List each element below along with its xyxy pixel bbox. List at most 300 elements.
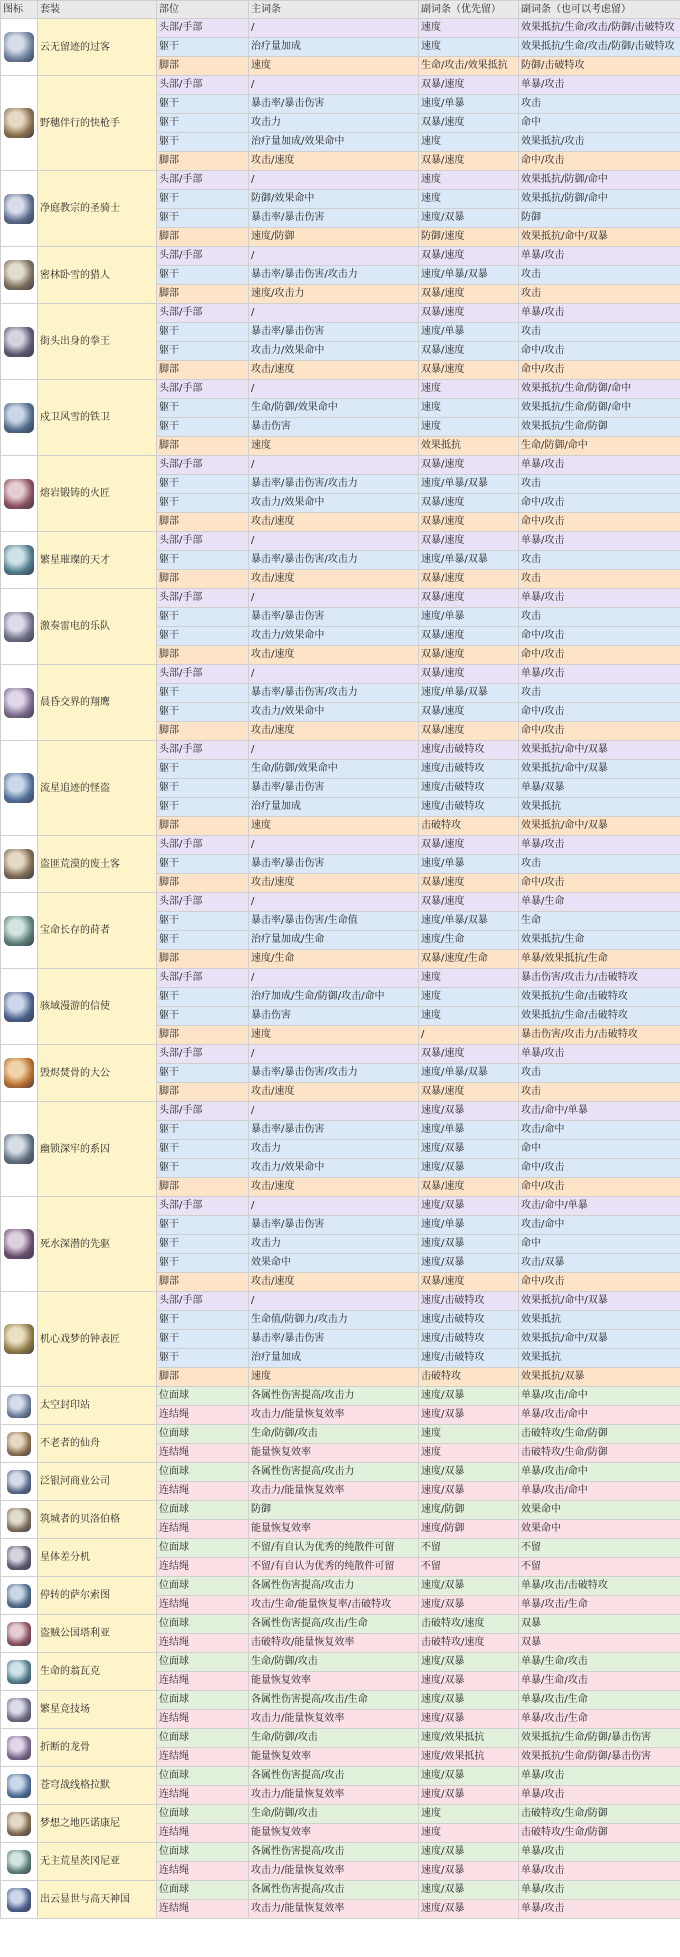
sub-optional-cell: 单暴/生命 xyxy=(519,893,680,912)
main-stat-cell: / xyxy=(249,1102,419,1121)
sub-optional-cell: 攻击/命中/单暴 xyxy=(519,1197,680,1216)
part-cell: 连结绳 xyxy=(157,1824,249,1843)
set-name: 梦想之地匹诺康尼 xyxy=(38,1805,157,1843)
main-stat-cell: 治疗量加成/生命 xyxy=(249,931,419,950)
main-stat-cell: 防御 xyxy=(249,1501,419,1520)
cavern-relic-icon xyxy=(1,171,38,247)
main-stat-cell: 攻击力 xyxy=(249,1140,419,1159)
sub-priority-cell: 速度/击破特攻 xyxy=(419,779,519,798)
set-name: 繁星璀璨的天才 xyxy=(38,532,157,589)
main-stat-cell: 攻击力/效果命中 xyxy=(249,494,419,513)
sub-optional-cell: 单暴/生命/攻击 xyxy=(519,1672,680,1691)
sub-priority-cell: 双暴/速度 xyxy=(419,893,519,912)
sub-optional-cell: 效果抵抗/命中/双暴 xyxy=(519,1292,680,1311)
part-cell: 头部/手部 xyxy=(157,741,249,760)
sub-optional-cell: 攻击/命中/单暴 xyxy=(519,1102,680,1121)
table-row xyxy=(1,741,680,760)
planar-ornament-icon xyxy=(7,1546,31,1570)
part-cell: 连结绳 xyxy=(157,1900,249,1919)
sub-optional-cell: 单暴/攻击 xyxy=(519,665,680,684)
set-name: 戍卫风雪的铁卫 xyxy=(38,380,157,456)
main-stat-cell: 攻击/速度 xyxy=(249,1083,419,1102)
cavern-relic-icon xyxy=(1,589,38,665)
sub-priority-cell: 防御/速度 xyxy=(419,228,519,247)
part-cell: 躯干 xyxy=(157,779,249,798)
cavern-relic-icon xyxy=(4,327,34,357)
sub-priority-cell: 不留 xyxy=(419,1539,519,1558)
part-cell: 躯干 xyxy=(157,798,249,817)
sub-priority-cell: 速度/单暴/双暴 xyxy=(419,912,519,931)
part-cell: 头部/手部 xyxy=(157,76,249,95)
cavern-relic-icon xyxy=(4,849,34,879)
main-stat-cell: 生命值/防御力/攻击力 xyxy=(249,1311,419,1330)
sub-priority-cell: 速度/双暴 xyxy=(419,1463,519,1482)
sub-priority-cell: 速度 xyxy=(419,399,519,418)
sub-optional-cell: 攻击 xyxy=(519,551,680,570)
table-row xyxy=(1,1805,680,1824)
main-stat-cell: 攻击/速度 xyxy=(249,152,419,171)
table-row xyxy=(1,1045,680,1064)
sub-priority-cell: 速度 xyxy=(419,1425,519,1444)
sub-priority-cell: 双暴/速度 xyxy=(419,1178,519,1197)
part-cell: 脚部 xyxy=(157,1178,249,1197)
cavern-relic-icon xyxy=(1,247,38,304)
part-cell: 位面球 xyxy=(157,1653,249,1672)
cavern-relic-icon xyxy=(1,1292,38,1387)
part-cell: 脚部 xyxy=(157,874,249,893)
sub-optional-cell: 命中/攻击 xyxy=(519,342,680,361)
main-stat-cell: 攻击力/能量恢复效率 xyxy=(249,1482,419,1501)
main-stat-cell: 攻击力/效果命中 xyxy=(249,627,419,646)
table-row xyxy=(1,1653,680,1672)
main-stat-cell: 暴击率/暴击伤害 xyxy=(249,209,419,228)
set-name: 云无留迹的过客 xyxy=(38,19,157,76)
sub-priority-cell: 双暴/速度 xyxy=(419,1045,519,1064)
set-name: 骇域漫游的信使 xyxy=(38,969,157,1045)
main-stat-cell: 击破特攻/能量恢复效率 xyxy=(249,1634,419,1653)
cavern-relic-icon xyxy=(1,304,38,380)
planar-ornament-icon xyxy=(1,1653,38,1691)
part-cell: 躯干 xyxy=(157,912,249,931)
sub-optional-cell: 单暴/攻击 xyxy=(519,836,680,855)
planar-ornament-icon xyxy=(7,1470,31,1494)
part-cell: 头部/手部 xyxy=(157,1292,249,1311)
main-stat-cell: 暴击率/暴击伤害 xyxy=(249,323,419,342)
main-stat-cell: 效果命中 xyxy=(249,1254,419,1273)
planar-ornament-icon xyxy=(7,1774,31,1798)
part-cell: 脚部 xyxy=(157,57,249,76)
planar-ornament-icon xyxy=(1,1577,38,1615)
cavern-relic-icon xyxy=(4,916,34,946)
main-stat-cell: / xyxy=(249,532,419,551)
part-cell: 位面球 xyxy=(157,1463,249,1482)
sub-priority-cell: 速度/双暴 xyxy=(419,1653,519,1672)
part-cell: 连结绳 xyxy=(157,1482,249,1501)
header-sub-optional: 副词条（也可以考虑留） xyxy=(519,1,680,19)
planar-ornament-icon xyxy=(7,1660,31,1684)
main-stat-cell: / xyxy=(249,380,419,399)
sub-optional-cell: 命中/攻击 xyxy=(519,874,680,893)
part-cell: 躯干 xyxy=(157,1140,249,1159)
table-row xyxy=(1,1102,680,1121)
set-name: 无主荒星茨冈尼亚 xyxy=(38,1843,157,1881)
planar-ornament-icon xyxy=(7,1698,31,1722)
sub-optional-cell: 命中/攻击 xyxy=(519,722,680,741)
sub-priority-cell: 速度/双暴 xyxy=(419,1672,519,1691)
table-row xyxy=(1,171,680,190)
part-cell: 位面球 xyxy=(157,1615,249,1634)
sub-optional-cell: 命中/攻击 xyxy=(519,1273,680,1292)
planar-ornament-icon xyxy=(1,1729,38,1767)
set-name: 密林卧雪的猎人 xyxy=(38,247,157,304)
sub-priority-cell: 速度/击破特攻 xyxy=(419,1349,519,1368)
set-name: 街头出身的拳王 xyxy=(38,304,157,380)
sub-optional-cell: 命中/攻击 xyxy=(519,152,680,171)
planar-ornament-icon xyxy=(1,1463,38,1501)
sub-optional-cell: 单暴/攻击/击破特攻 xyxy=(519,1577,680,1596)
sub-priority-cell: 速度/防御 xyxy=(419,1501,519,1520)
part-cell: 躯干 xyxy=(157,1007,249,1026)
sub-optional-cell: 单暴/攻击/生命 xyxy=(519,1710,680,1729)
planar-ornament-icon xyxy=(1,1881,38,1919)
sub-priority-cell: 速度/击破特攻 xyxy=(419,741,519,760)
cavern-relic-icon xyxy=(4,992,34,1022)
part-cell: 躯干 xyxy=(157,627,249,646)
main-stat-cell: 速度 xyxy=(249,1368,419,1387)
main-stat-cell: 攻击/速度 xyxy=(249,513,419,532)
set-name: 野穗伴行的快枪手 xyxy=(38,76,157,171)
part-cell: 躯干 xyxy=(157,988,249,1007)
set-name: 泛银河商业公司 xyxy=(38,1463,157,1501)
part-cell: 脚部 xyxy=(157,1026,249,1045)
sub-optional-cell: 单暴/攻击/命中 xyxy=(519,1463,680,1482)
table-row xyxy=(1,1691,680,1710)
sub-priority-cell: 双暴/速度 xyxy=(419,627,519,646)
planar-ornament-icon xyxy=(1,1615,38,1653)
table-row xyxy=(1,1197,680,1216)
sub-priority-cell: 击破特攻/速度 xyxy=(419,1634,519,1653)
part-cell: 躯干 xyxy=(157,1216,249,1235)
sub-optional-cell: 命中/攻击 xyxy=(519,361,680,380)
sub-priority-cell: 速度/击破特攻 xyxy=(419,1330,519,1349)
sub-priority-cell: 双暴/速度 xyxy=(419,76,519,95)
part-cell: 脚部 xyxy=(157,1273,249,1292)
sub-priority-cell: 双暴/速度 xyxy=(419,589,519,608)
sub-optional-cell: 攻击 xyxy=(519,1083,680,1102)
sub-optional-cell: 效果命中 xyxy=(519,1501,680,1520)
main-stat-cell: 暴击率/暴击伤害 xyxy=(249,608,419,627)
main-stat-cell: 治疗加成/生命/防御/攻击/命中 xyxy=(249,988,419,1007)
cavern-relic-icon xyxy=(4,194,34,224)
main-stat-cell: 攻击力/效果命中 xyxy=(249,703,419,722)
part-cell: 躯干 xyxy=(157,209,249,228)
sub-optional-cell: 效果抵抗/命中/双暴 xyxy=(519,228,680,247)
part-cell: 躯干 xyxy=(157,133,249,152)
main-stat-cell: 暴击率/暴击伤害 xyxy=(249,1330,419,1349)
sub-optional-cell: 效果抵抗/攻击 xyxy=(519,133,680,152)
sub-optional-cell: 效果抵抗/双暴 xyxy=(519,1368,680,1387)
sub-priority-cell: 速度/双暴 xyxy=(419,1387,519,1406)
cavern-relic-icon xyxy=(4,1134,34,1164)
table-row xyxy=(1,456,680,475)
main-stat-cell: 攻击力/能量恢复效率 xyxy=(249,1406,419,1425)
sub-optional-cell: 命中/攻击 xyxy=(519,1178,680,1197)
part-cell: 躯干 xyxy=(157,1064,249,1083)
part-cell: 位面球 xyxy=(157,1805,249,1824)
main-stat-cell: 速度/攻击力 xyxy=(249,285,419,304)
part-cell: 脚部 xyxy=(157,950,249,969)
main-stat-cell: / xyxy=(249,969,419,988)
part-cell: 躯干 xyxy=(157,855,249,874)
sub-optional-cell: 击破特攻/生命/防御 xyxy=(519,1824,680,1843)
sub-priority-cell: 双暴/速度 xyxy=(419,722,519,741)
planar-ornament-icon xyxy=(7,1432,31,1456)
table-body xyxy=(1,19,680,1919)
main-stat-cell: 攻击/生命/能量恢复率/击破特攻 xyxy=(249,1596,419,1615)
main-stat-cell: 攻击力/能量恢复效率 xyxy=(249,1786,419,1805)
main-stat-cell: / xyxy=(249,1197,419,1216)
set-name: 盗匪荒漠的废土客 xyxy=(38,836,157,893)
part-cell: 头部/手部 xyxy=(157,532,249,551)
main-stat-cell: 各属性伤害提高/攻击力 xyxy=(249,1577,419,1596)
sub-optional-cell: 单暴/攻击 xyxy=(519,456,680,475)
part-cell: 躯干 xyxy=(157,684,249,703)
part-cell: 躯干 xyxy=(157,1311,249,1330)
set-name: 晨昏交界的翔鹰 xyxy=(38,665,157,741)
part-cell: 脚部 xyxy=(157,722,249,741)
planar-ornament-icon xyxy=(7,1394,31,1418)
main-stat-cell: 治疗量加成/效果命中 xyxy=(249,133,419,152)
sub-priority-cell: 双暴/速度 xyxy=(419,285,519,304)
sub-priority-cell: 击破特攻/速度 xyxy=(419,1615,519,1634)
cavern-relic-icon xyxy=(4,545,34,575)
main-stat-cell: 攻击/速度 xyxy=(249,570,419,589)
sub-priority-cell: 速度 xyxy=(419,133,519,152)
cavern-relic-icon xyxy=(4,773,34,803)
main-stat-cell: 攻击力/效果命中 xyxy=(249,1159,419,1178)
main-stat-cell: / xyxy=(249,171,419,190)
cavern-relic-icon xyxy=(1,893,38,969)
sub-priority-cell: 速度/防御 xyxy=(419,1520,519,1539)
sub-optional-cell: 攻击 xyxy=(519,285,680,304)
sub-optional-cell: 效果抵抗/生命/防御/暴击伤害 xyxy=(519,1729,680,1748)
table-row xyxy=(1,76,680,95)
part-cell: 躯干 xyxy=(157,1254,249,1273)
sub-priority-cell: 速度/单暴/双暴 xyxy=(419,684,519,703)
planar-ornament-icon xyxy=(1,1691,38,1729)
header-main-stat: 主词条 xyxy=(249,1,419,19)
sub-priority-cell: 速度/双暴 xyxy=(419,1102,519,1121)
part-cell: 躯干 xyxy=(157,703,249,722)
cavern-relic-icon xyxy=(1,380,38,456)
main-stat-cell: 攻击力 xyxy=(249,114,419,133)
cavern-relic-icon xyxy=(4,260,34,290)
sub-priority-cell: 速度/双暴 xyxy=(419,1482,519,1501)
sub-priority-cell: 效果抵抗 xyxy=(419,437,519,456)
main-stat-cell: 攻击力 xyxy=(249,1235,419,1254)
main-stat-cell: 攻击/速度 xyxy=(249,874,419,893)
sub-optional-cell: 单暴/攻击 xyxy=(519,76,680,95)
planar-ornament-icon xyxy=(1,1539,38,1577)
part-cell: 躯干 xyxy=(157,608,249,627)
sub-priority-cell: 速度/双暴 xyxy=(419,1691,519,1710)
main-stat-cell: 攻击/速度 xyxy=(249,722,419,741)
main-stat-cell: 各属性伤害提高/攻击力 xyxy=(249,1463,419,1482)
set-name: 机心戏梦的钟表匠 xyxy=(38,1292,157,1387)
main-stat-cell: 不留/有自认为优秀的纯散件可留 xyxy=(249,1558,419,1577)
table-row xyxy=(1,380,680,399)
main-stat-cell: 攻击/速度 xyxy=(249,361,419,380)
sub-priority-cell: 速度 xyxy=(419,1824,519,1843)
part-cell: 脚部 xyxy=(157,228,249,247)
sub-priority-cell: 双暴/速度 xyxy=(419,874,519,893)
main-stat-cell: 各属性伤害提高/攻击力 xyxy=(249,1387,419,1406)
planar-ornament-icon xyxy=(7,1736,31,1760)
sub-priority-cell: 速度 xyxy=(419,969,519,988)
main-stat-cell: 生命/防御/攻击 xyxy=(249,1805,419,1824)
main-stat-cell: 速度 xyxy=(249,57,419,76)
sub-optional-cell: 命中 xyxy=(519,114,680,133)
part-cell: 头部/手部 xyxy=(157,836,249,855)
part-cell: 头部/手部 xyxy=(157,456,249,475)
part-cell: 躯干 xyxy=(157,1330,249,1349)
sub-optional-cell: 单暴/攻击/命中 xyxy=(519,1387,680,1406)
set-name: 熔岩锻铸的火匠 xyxy=(38,456,157,532)
sub-optional-cell: 效果抵抗/防御/命中 xyxy=(519,171,680,190)
main-stat-cell: 速度/防御 xyxy=(249,228,419,247)
part-cell: 脚部 xyxy=(157,570,249,589)
main-stat-cell: 暴击率/暴击伤害/攻击力 xyxy=(249,266,419,285)
sub-priority-cell: 速度 xyxy=(419,418,519,437)
set-name: 出云显世与高天神国 xyxy=(38,1881,157,1919)
table-row xyxy=(1,969,680,988)
main-stat-cell: 攻击力/效果命中 xyxy=(249,342,419,361)
sub-priority-cell: 速度/双暴 xyxy=(419,209,519,228)
sub-optional-cell: 攻击 xyxy=(519,855,680,874)
planar-ornament-icon xyxy=(1,1501,38,1539)
sub-priority-cell: 速度/单暴 xyxy=(419,855,519,874)
main-stat-cell: 攻击/速度 xyxy=(249,1178,419,1197)
sub-priority-cell: 生命/攻击/效果抵抗 xyxy=(419,57,519,76)
sub-priority-cell: 速度/双暴 xyxy=(419,1767,519,1786)
sub-priority-cell: 速度/击破特攻 xyxy=(419,798,519,817)
sub-optional-cell: 单暴/效果抵抗/生命 xyxy=(519,950,680,969)
sub-optional-cell: 效果抵抗/生命/防御/暴击伤害 xyxy=(519,1748,680,1767)
sub-optional-cell: 效果抵抗/防御/命中 xyxy=(519,190,680,209)
sub-optional-cell: 防御/击破特攻 xyxy=(519,57,680,76)
planar-ornament-icon xyxy=(7,1584,31,1608)
main-stat-cell: 防御/效果命中 xyxy=(249,190,419,209)
table-row xyxy=(1,1539,680,1558)
sub-priority-cell: 双暴/速度 xyxy=(419,456,519,475)
sub-optional-cell: 效果命中 xyxy=(519,1520,680,1539)
sub-optional-cell: 单暴/攻击/命中 xyxy=(519,1406,680,1425)
sub-priority-cell: 双暴/速度 xyxy=(419,513,519,532)
part-cell: 头部/手部 xyxy=(157,893,249,912)
table-row xyxy=(1,1881,680,1900)
part-cell: 躯干 xyxy=(157,190,249,209)
sub-priority-cell: 速度/生命 xyxy=(419,931,519,950)
sub-optional-cell: 击破特攻/生命/防御 xyxy=(519,1425,680,1444)
sub-optional-cell: 效果抵抗/生命/攻击/防御/击破特攻 xyxy=(519,19,680,38)
sub-priority-cell: 速度/效果抵抗 xyxy=(419,1748,519,1767)
sub-priority-cell: 速度/双暴 xyxy=(419,1710,519,1729)
sub-priority-cell: 双暴/速度 xyxy=(419,532,519,551)
part-cell: 脚部 xyxy=(157,285,249,304)
sub-priority-cell: 速度/单暴/双暴 xyxy=(419,475,519,494)
main-stat-cell: 暴击率/暴击伤害/生命值 xyxy=(249,912,419,931)
sub-priority-cell: 双暴/速度 xyxy=(419,703,519,722)
main-stat-cell: / xyxy=(249,19,419,38)
main-stat-cell: / xyxy=(249,1292,419,1311)
sub-priority-cell: 速度/双暴 xyxy=(419,1843,519,1862)
sub-optional-cell: 效果抵抗 xyxy=(519,1349,680,1368)
sub-optional-cell: 防御 xyxy=(519,209,680,228)
sub-priority-cell: 双暴/速度/生命 xyxy=(419,950,519,969)
header-icon: 图标 xyxy=(1,1,38,19)
sub-priority-cell: 速度 xyxy=(419,171,519,190)
planar-ornament-icon xyxy=(1,1805,38,1843)
sub-priority-cell: 速度/单暴 xyxy=(419,1216,519,1235)
planar-ornament-icon xyxy=(7,1888,31,1912)
set-name: 繁星竞技场 xyxy=(38,1691,157,1729)
table-row xyxy=(1,589,680,608)
main-stat-cell: 速度 xyxy=(249,437,419,456)
table-row xyxy=(1,1767,680,1786)
sub-optional-cell: 效果抵抗/生命/攻击/防御/击破特攻 xyxy=(519,38,680,57)
part-cell: 位面球 xyxy=(157,1501,249,1520)
cavern-relic-icon xyxy=(1,969,38,1045)
cavern-relic-icon xyxy=(4,1324,34,1354)
cavern-relic-icon xyxy=(4,403,34,433)
part-cell: 位面球 xyxy=(157,1539,249,1558)
set-name: 激奏雷电的乐队 xyxy=(38,589,157,665)
part-cell: 头部/手部 xyxy=(157,1102,249,1121)
sub-optional-cell: 单暴/攻击/生命 xyxy=(519,1596,680,1615)
part-cell: 躯干 xyxy=(157,931,249,950)
sub-priority-cell: 速度 xyxy=(419,988,519,1007)
sub-optional-cell: 命中/攻击 xyxy=(519,494,680,513)
main-stat-cell: 生命/防御/效果命中 xyxy=(249,760,419,779)
planar-ornament-icon xyxy=(7,1850,31,1874)
part-cell: 头部/手部 xyxy=(157,171,249,190)
main-stat-cell: 攻击/速度 xyxy=(249,646,419,665)
part-cell: 连结绳 xyxy=(157,1634,249,1653)
sub-priority-cell: 速度/单暴 xyxy=(419,95,519,114)
main-stat-cell: / xyxy=(249,456,419,475)
table-row xyxy=(1,1387,680,1406)
sub-optional-cell: 效果抵抗 xyxy=(519,798,680,817)
sub-optional-cell: 单暴/攻击 xyxy=(519,589,680,608)
sub-optional-cell: 命中/攻击 xyxy=(519,627,680,646)
sub-optional-cell: 效果抵抗/命中/双暴 xyxy=(519,1330,680,1349)
main-stat-cell: 治疗量加成 xyxy=(249,798,419,817)
table-row xyxy=(1,893,680,912)
sub-optional-cell: 不留 xyxy=(519,1539,680,1558)
sub-optional-cell: 单暴/攻击 xyxy=(519,1900,680,1919)
set-name: 不老者的仙舟 xyxy=(38,1425,157,1463)
sub-priority-cell: 速度/双暴 xyxy=(419,1254,519,1273)
main-stat-cell: 能量恢复效率 xyxy=(249,1672,419,1691)
sub-priority-cell: 双暴/速度 xyxy=(419,247,519,266)
sub-priority-cell: 速度/单暴/双暴 xyxy=(419,1064,519,1083)
sub-optional-cell: 生命/防御/命中 xyxy=(519,437,680,456)
sub-priority-cell: 双暴/速度 xyxy=(419,494,519,513)
main-stat-cell: 暴击率/暴击伤害/攻击力 xyxy=(249,684,419,703)
sub-priority-cell: 速度/双暴 xyxy=(419,1406,519,1425)
sub-priority-cell: 双暴/速度 xyxy=(419,152,519,171)
part-cell: 躯干 xyxy=(157,1349,249,1368)
